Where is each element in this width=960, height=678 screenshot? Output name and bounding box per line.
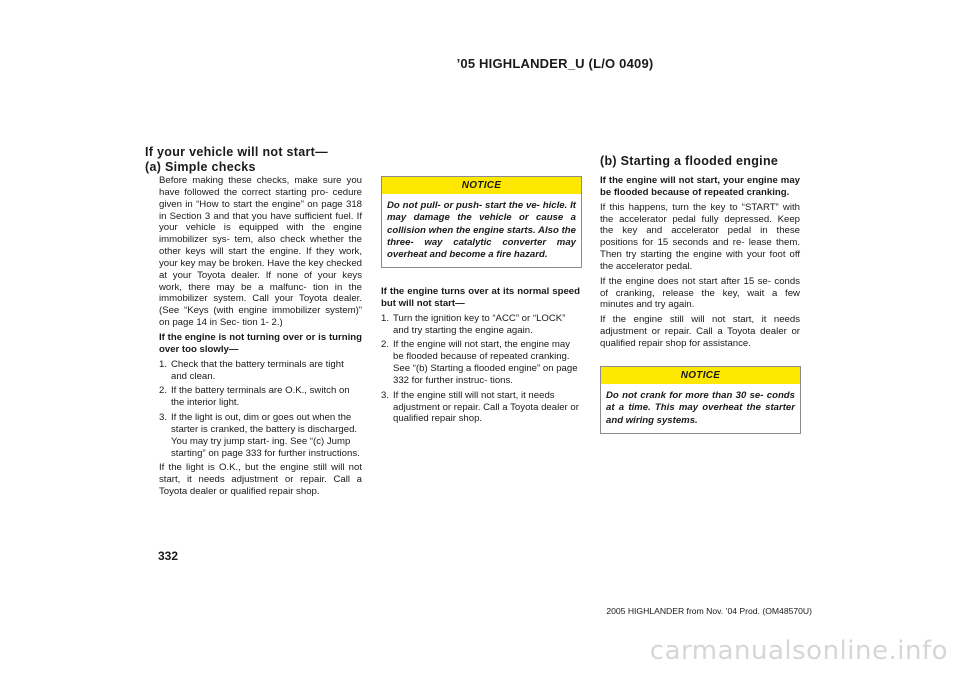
simple-check-steps xyxy=(159,359,362,460)
watermark-text: carmanualsonline.info xyxy=(649,636,948,666)
subheading-not-turning: If the engine is not turning over or is turning over too slowly— xyxy=(159,331,362,355)
flooded-paragraph-1: If this happens, turn the key to “START” with the accelerator pedal fully depressed. Keep the key and accelerator pedal in these positions for 15 seconds and re- lease them. Then try starting the engine with your foot off the accelerator pedal. xyxy=(600,201,800,272)
notice-box-cranking xyxy=(600,366,801,434)
flooded-paragraph-2: If the engine does not start after 15 se- conds of cranking, release the key, wait a few minutes and try again. xyxy=(600,275,800,311)
list-item: 1. Turn the ignition key to “ACC” or “LOCK” and try starting the engine again. xyxy=(381,312,566,336)
notice-box-push-start xyxy=(381,176,582,268)
list-item: 3. If the engine still will not start, it needs adjustment or repair. Call a Toyota dealer or qualified repair shop. xyxy=(381,389,579,425)
flooded-paragraph-3: If the engine still will not start, it needs adjustment or repair. Call a Toyota dealer or qualified repair shop for assistance. xyxy=(600,314,800,349)
section-title-line-1: If your vehicle will not start— xyxy=(145,145,328,159)
list-item: 3. If the light is out, dim or goes out when the starter is cranked, the battery is discharged. You may try jump start- ing. See “(c) Jump starting” on page 333 for further instructions. xyxy=(159,412,360,459)
notice-label: NOTICE xyxy=(382,177,581,194)
list-item: 2. If the battery terminals are O.K., switch on the interior light. xyxy=(159,385,350,409)
section-title-not-start xyxy=(145,145,375,175)
normal-speed-steps xyxy=(381,313,580,426)
page-number: 332 xyxy=(158,549,179,563)
section-title-flooded: (b) Starting a flooded engine xyxy=(600,154,779,168)
left-column xyxy=(159,175,362,501)
section-title-line-2: (a) Simple checks xyxy=(145,160,256,174)
right-column xyxy=(600,175,800,353)
list-item: 1. Check that the battery terminals are tight and clean. xyxy=(159,358,344,382)
document-header: ’05 HIGHLANDER_U (L/O 0409) xyxy=(456,56,654,71)
closing-paragraph: If the light is O.K., but the engine still will not start, it needs adjustment or repair. Call a Toyota dealer or qualified repair shop. xyxy=(159,462,362,498)
subheading-normal-speed: If the engine turns over at its normal speed but will not start— xyxy=(381,286,580,309)
notice-text: Do not crank for more than 30 se- conds at a time. This may overheat the starter and wiring systems. xyxy=(606,390,795,426)
notice-label: NOTICE xyxy=(601,367,800,384)
list-item: 2. If the engine will not start, the engine may be flooded because of repeated cranking. See “(b) Starting a flooded engine” on page 332 for further instruc- tions. xyxy=(381,339,578,386)
middle-column xyxy=(381,286,580,428)
intro-paragraph: Before making these checks, make sure you have followed the correct starting pro- cedure given in “How to start the engine” on page 318 in Section 3 and that you have sufficient fuel. If your vehicle is equipped with the engine immobilizer sys- tem, also check whether the other keys will start the engine. If they work, your key may be broken. Have the key checked at your Toyota dealer. If none of your keys work, there may be a malfunc- tion in the immobilizer system. Call your Toyota dealer. (See “Keys (with engine immobilizer system)” on page 14 in Sec- tion 1- 2.) xyxy=(159,175,362,329)
footer-text: 2005 HIGHLANDER from Nov. ’04 Prod. (OM48570U) xyxy=(606,606,812,616)
notice-text: Do not pull- or push- start the ve- hicle. It may damage the vehicle or cause a collision when the engine starts. Also the three- way catalytic converter may overheat and become a fire hazard. xyxy=(387,200,576,261)
flooded-lead: If the engine will not start, your engine may be flooded because of repeated cranking. xyxy=(600,175,800,198)
